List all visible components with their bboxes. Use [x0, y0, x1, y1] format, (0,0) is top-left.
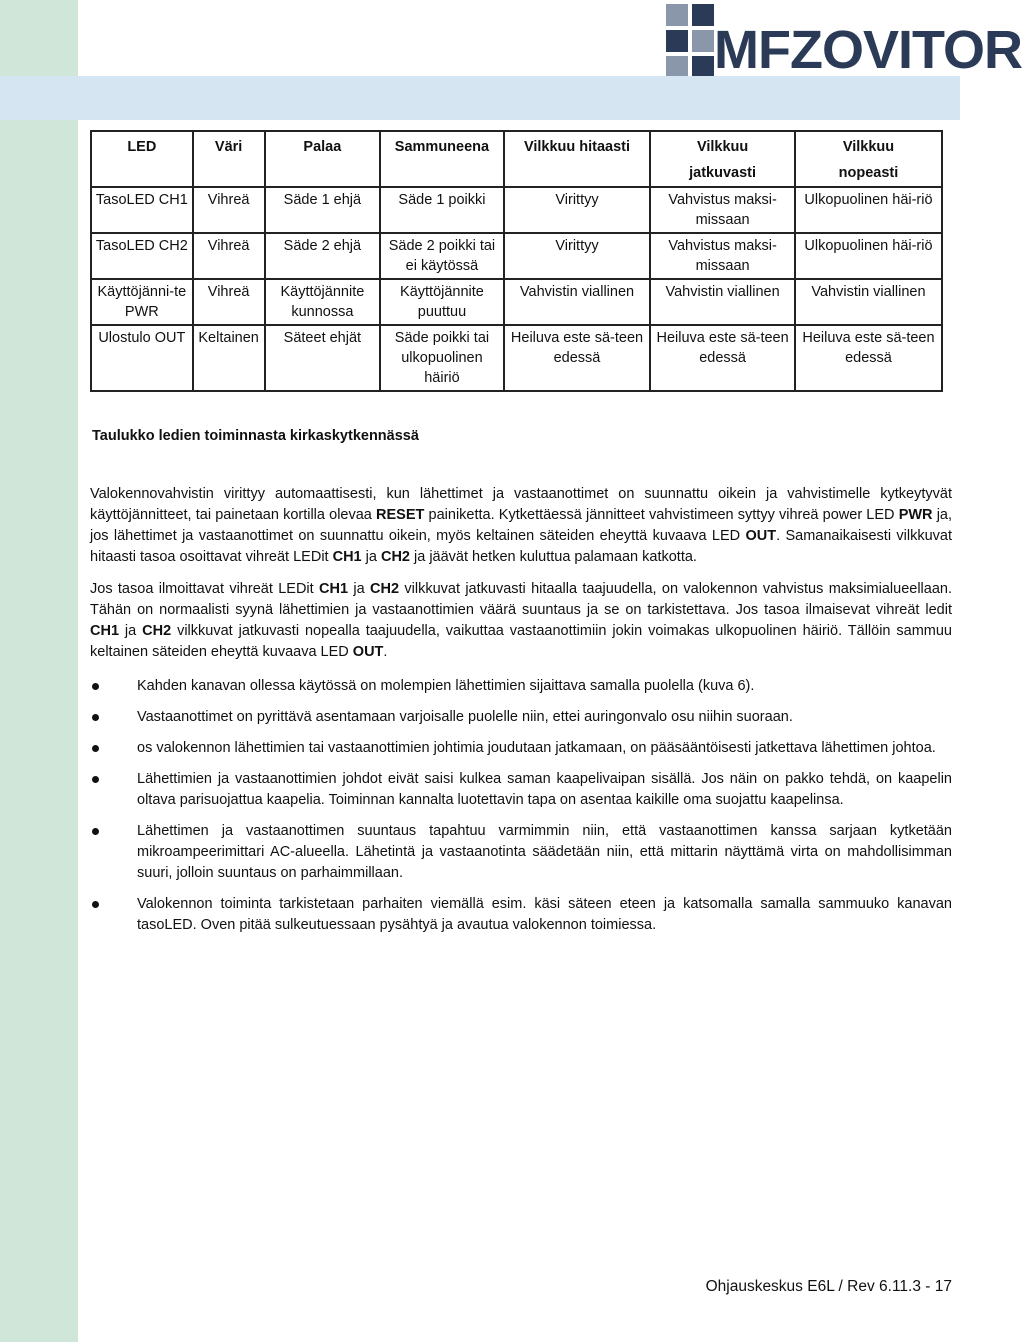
led-function-table [90, 130, 943, 392]
bold-text: CH2 [142, 623, 172, 639]
table-cell: Vahvistin viallinen [650, 279, 795, 325]
list-item-text: Lähettimien ja vastaanottimien johdot eivät saisi kulkea saman kaapelivaipan sisällä. Jos näin on pakko tehdä, on kaapelin oltava parisuojattua kaapelia. Toiminnan kannalta luotettavin tapa on asentaa kaikille oma suojattu kaapelinsa. [137, 771, 952, 808]
table-cell: Vihreä [193, 233, 265, 279]
bullet-icon [92, 745, 99, 752]
bullet-icon [92, 714, 99, 721]
bullet-icon [92, 683, 99, 690]
bold-text: CH1 [332, 549, 362, 565]
text-run: Jos tasoa ilmoittavat vihreät LEDit [90, 581, 320, 597]
header-color: Väri [193, 131, 265, 162]
table-cell: Säde 2 ehjä [265, 233, 381, 279]
table-cell: Vahvistin viallinen [795, 279, 942, 325]
table-row [91, 187, 942, 233]
table-cell: Säde 1 poikki [380, 187, 504, 233]
table-cell: Säteet ehjät [265, 325, 381, 391]
text-run: ja, jos lähettimet ja vastaanottimet on suunnattu oikein, myös keltainen säteiden eheyttä kuvaava LED [90, 507, 953, 544]
table-cell: TasoLED CH1 [91, 187, 193, 233]
table-cell: Käyttöjännite puuttuu [380, 279, 504, 325]
header-blink-slow: Vilkkuu hitaasti [504, 131, 651, 162]
subheader-cell [91, 162, 193, 187]
table-cell: Keltainen [193, 325, 265, 391]
header-blink-fast: Vilkkuu [795, 131, 942, 162]
header-off: Sammuneena [380, 131, 504, 162]
table-row [91, 325, 942, 391]
left-color-band [0, 0, 78, 1342]
top-color-band [0, 76, 960, 120]
bullet-icon [92, 901, 99, 908]
paragraph-blinking [90, 579, 952, 663]
table-cell: Vihreä [193, 187, 265, 233]
table-cell: Heiluva este sä-teen edessä [795, 325, 942, 391]
bold-text: CH1 [90, 623, 120, 639]
table-cell: Säde poikki tai ulkopuolinen häiriö [380, 325, 504, 391]
table-row [91, 279, 942, 325]
table-cell: Säde 2 poikki tai ei käytössä [380, 233, 504, 279]
subheader-cell [504, 162, 651, 187]
subheader-fast: nopeasti [795, 162, 942, 187]
table-cell: Vahvistus maksi-missaan [650, 187, 795, 233]
list-item [90, 894, 952, 936]
table-cell: Vahvistin viallinen [504, 279, 651, 325]
table-cell: Heiluva este sä-teen edessä [504, 325, 651, 391]
table-cell: Virittyy [504, 187, 651, 233]
list-item [90, 676, 952, 697]
table-cell: TasoLED CH2 [91, 233, 193, 279]
bold-text: OUT [745, 528, 777, 544]
bold-text: OUT [352, 644, 384, 660]
text-run: vilkkuvat jatkuvasti hitaalla taajuudella, on valokennon vahvistus maksimialueellaan. Tähän on normaalisti syynä lähettimien ja vastaanottimien väärä suuntaus ja se on tarkistettava. Jos tasoa ilmaisevat vihreät ledit [90, 581, 952, 618]
text-run: painiketta. Kytkettäessä jännitteet vahvistimeen syttyy vihreä power LED [424, 507, 899, 523]
bold-text: CH2 [380, 549, 410, 565]
subheader-cell [265, 162, 381, 187]
list-item [90, 769, 952, 811]
text-run: Valokennovahvistin virittyy automaattisesti, kun lähettimet ja vastaanottimet on suunnattu oikein ja vahvistimelle kytkeytyvät käyttöjännitteet, tai painetaan kortilla olevaa [90, 486, 952, 523]
table-row [91, 233, 942, 279]
text-run: . [383, 644, 388, 660]
table-caption: Taulukko ledien toiminnasta kirkaskytkennässä [92, 428, 419, 444]
header-led: LED [91, 131, 193, 162]
table-cell: Vahvistus maksi-missaan [650, 233, 795, 279]
list-item [90, 707, 952, 728]
instruction-list [90, 676, 952, 946]
table-subheader-row [91, 162, 942, 187]
company-logo [656, 2, 1022, 80]
bullet-icon [92, 776, 99, 783]
paragraph-intro [90, 484, 952, 568]
text-run: ja [348, 581, 371, 597]
subheader-continuous: jatkuvasti [650, 162, 795, 187]
subheader-cell [380, 162, 504, 187]
table-cell: Säde 1 ehjä [265, 187, 381, 233]
text-run: . Samanaikaisesti vilkkuvat hitaasti tasoa osoittavat vihreät LEDit [90, 528, 952, 565]
page-footer: Ohjauskeskus E6L / Rev 6.11.3 - 17 [705, 1278, 952, 1295]
bullet-icon [92, 828, 99, 835]
list-item [90, 821, 952, 884]
text-run: vilkkuvat jatkuvasti nopealla taajuudella, vaikuttaa vastaanottimiin jokin voimakas ulkopuolinen häiriö. Tällöin sammuu keltainen säteiden eheyttä kuvaava LED [90, 623, 953, 660]
table-cell: Ulkopuolinen häi-riö [795, 233, 942, 279]
logo-text: MFZOVITOR [714, 20, 1022, 80]
list-item-text: Valokennon toiminta tarkistetaan parhaiten viemällä esim. käsi säteen eteen ja katsomalla samalla sammuuko kanavan tasoLED. Oven pitää sulkeutuessaan pysähtyä ja avautua valokennon toimiessa. [137, 896, 952, 933]
text-run: ja [361, 549, 381, 565]
bold-text: RESET [376, 507, 425, 523]
text-run: ja [119, 623, 143, 639]
list-item-text: Vastaanottimet on pyrittävä asentamaan varjoisalle puolelle niin, ettei auringonvalo osu niihin suoraan. [137, 709, 793, 725]
header-on: Palaa [265, 131, 381, 162]
list-item-text: Kahden kanavan ollessa käytössä on molempien lähettimien sijaittava samalla puolella (kuva 6). [137, 678, 755, 694]
bold-text: CH2 [370, 581, 400, 597]
text-run: ja jäävät hetken kuluttua palamaan katkotta. [409, 549, 697, 565]
list-item-text: Lähettimen ja vastaanottimen suuntaus tapahtuu varmimmin niin, että vastaanottimen kanssa sarjaan kytketään mikroampeerimittari AC-alueella. Lähetintä ja vastaanotinta säädetään niin, että mittarin näyttämä virta on mahdollisimman suuri, jolloin suuntaus on parhaimmillaan. [137, 823, 952, 881]
table-cell: Ulostulo OUT [91, 325, 193, 391]
subheader-cell [193, 162, 265, 187]
table-cell: Käyttöjännite kunnossa [265, 279, 381, 325]
bold-text: PWR [898, 507, 933, 523]
table-cell: Ulkopuolinen häi-riö [795, 187, 942, 233]
table-header-row [91, 131, 942, 162]
bold-text: CH1 [319, 581, 349, 597]
list-item-text: os valokennon lähettimien tai vastaanottimien johtimia joudutaan jatkamaan, on pääsääntöisesti jatkettava lähettimen johtoa. [137, 740, 936, 756]
table-cell: Käyttöjänni-te PWR [91, 279, 193, 325]
table-cell: Virittyy [504, 233, 651, 279]
header-blink-continuous: Vilkkuu [650, 131, 795, 162]
table-cell: Heiluva este sä-teen edessä [650, 325, 795, 391]
logo-blocks-icon [656, 2, 718, 78]
table-cell: Vihreä [193, 279, 265, 325]
list-item [90, 738, 952, 759]
